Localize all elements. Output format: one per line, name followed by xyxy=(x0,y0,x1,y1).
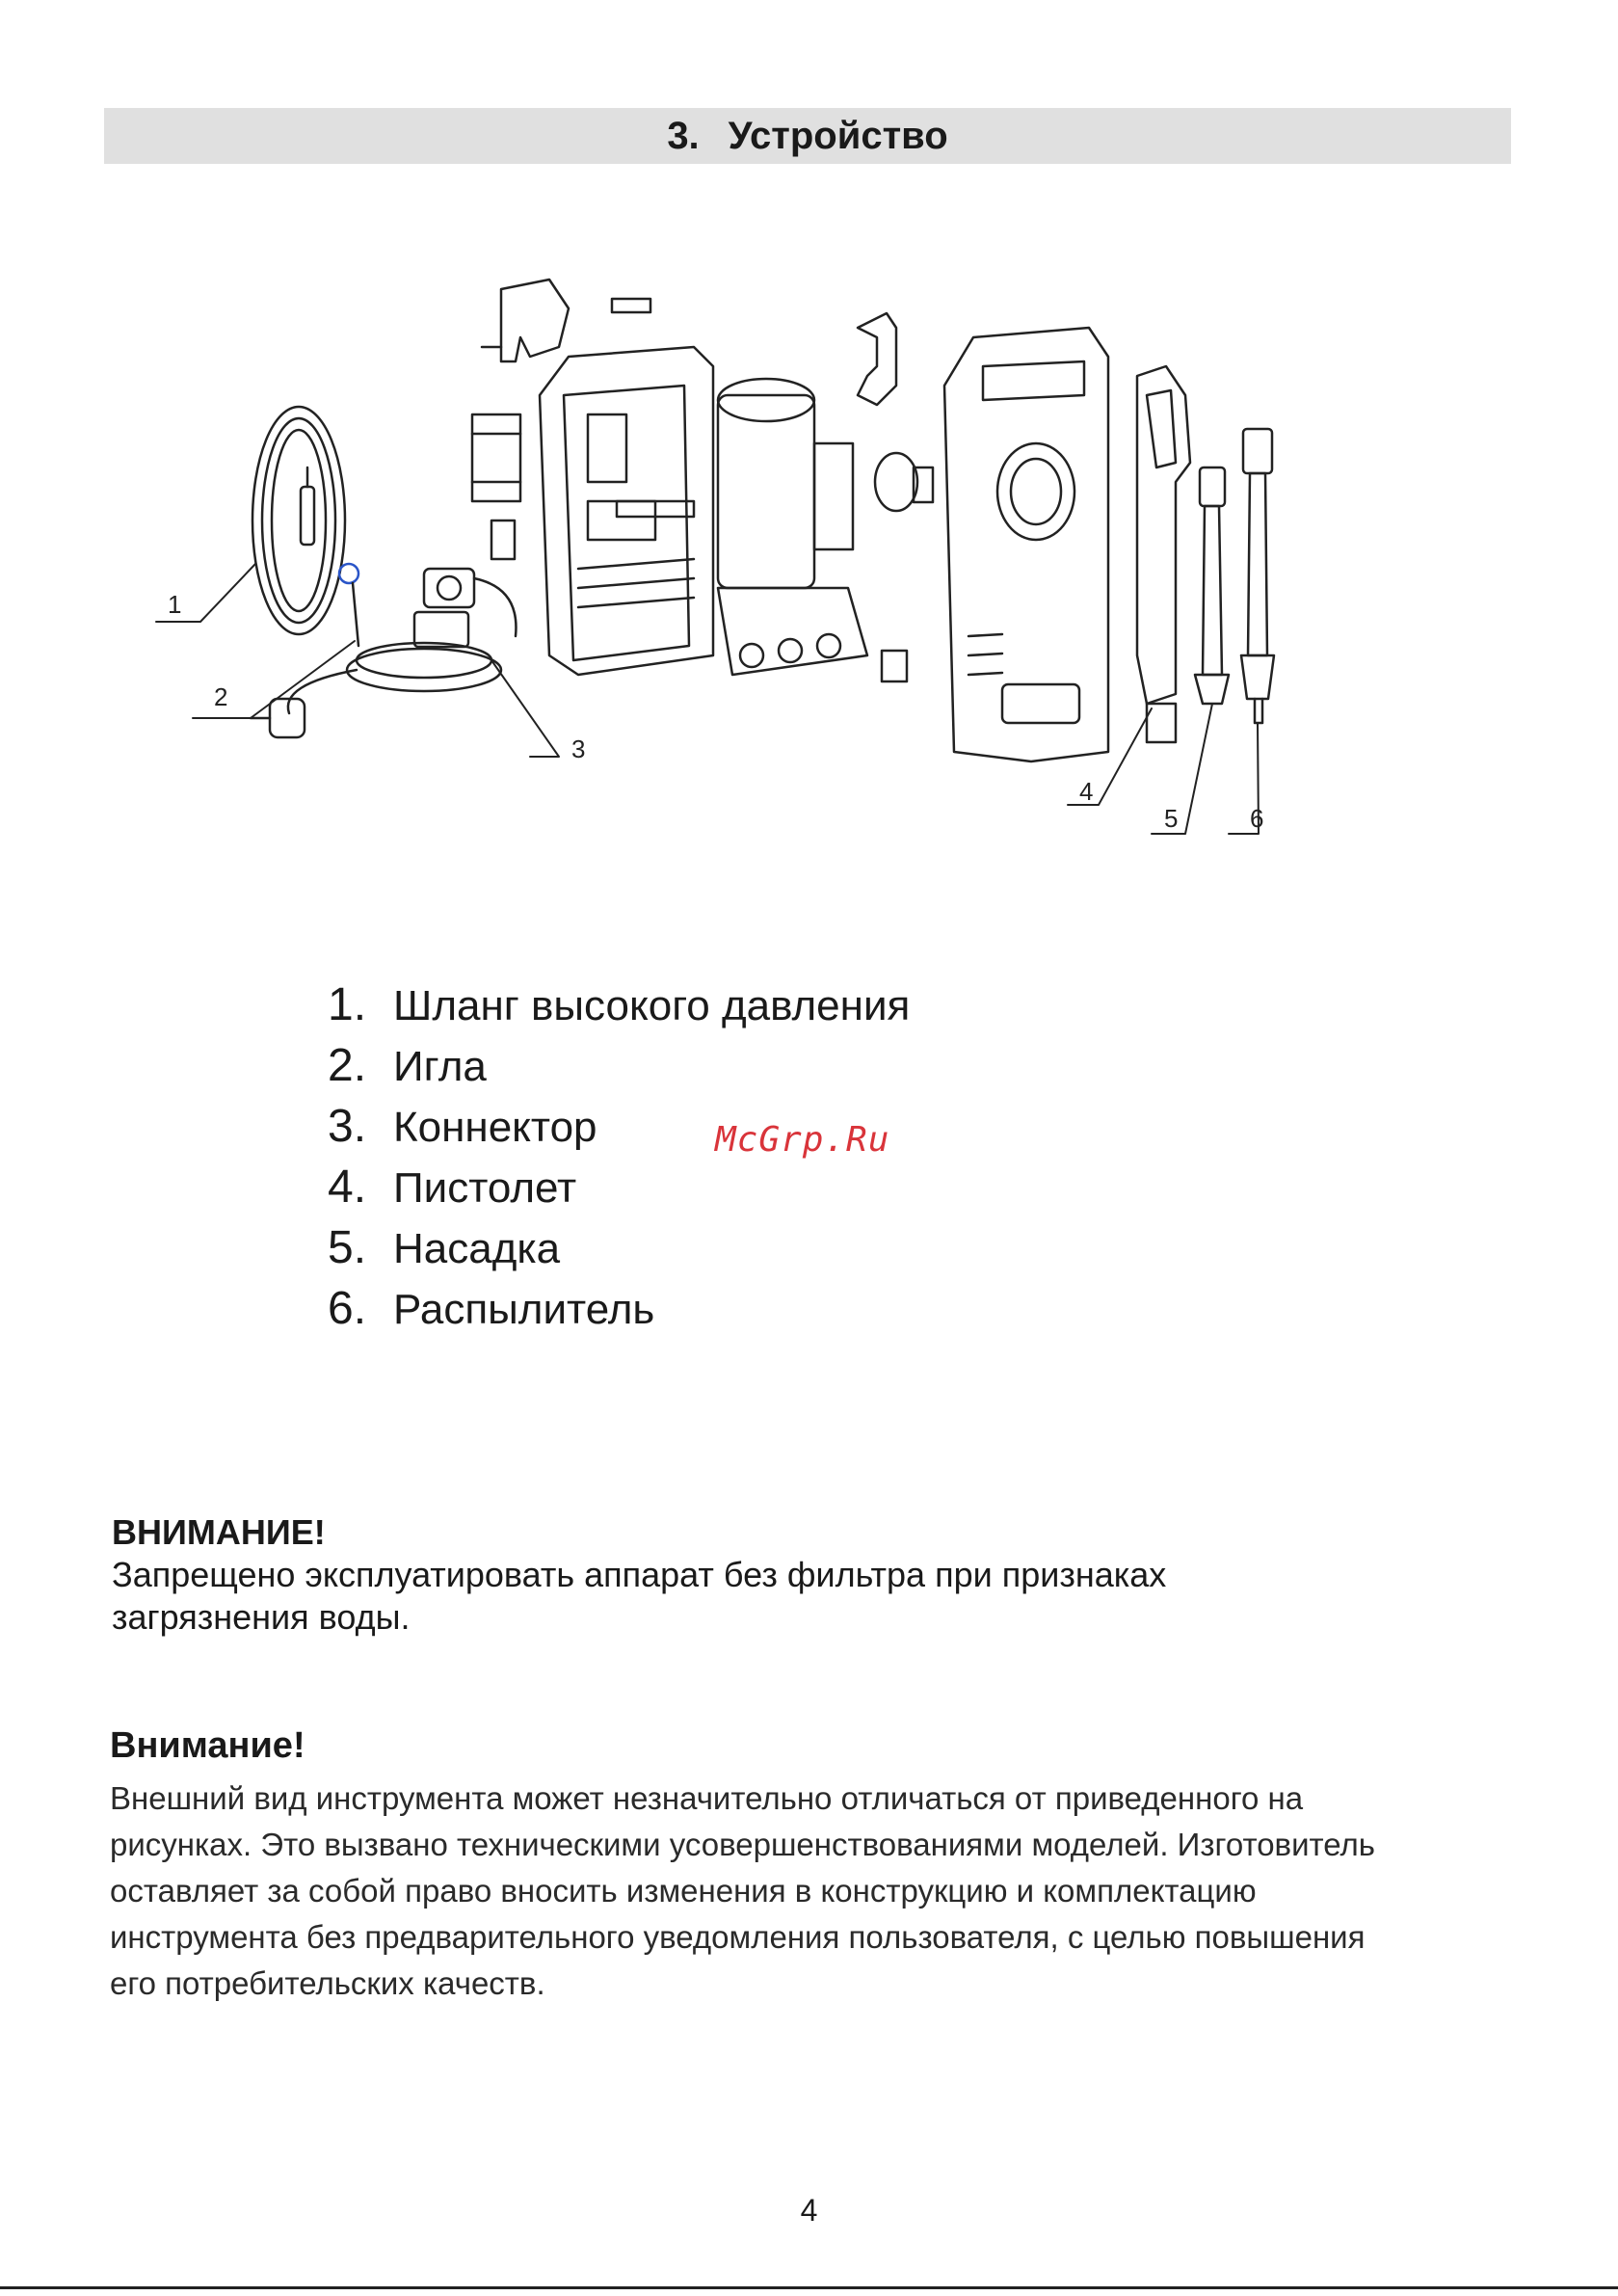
callout-3: 3 xyxy=(571,734,586,763)
section-title: Устройство xyxy=(728,115,948,157)
warning-line: оставляет за собой право вносить изменения в конструкцию и комплектацию xyxy=(110,1873,1257,1909)
lance-drawing xyxy=(1241,429,1274,723)
warning-block-appearance xyxy=(110,1722,1517,2007)
warning-line: загрязнения воды. xyxy=(112,1597,411,1637)
section-header xyxy=(104,108,1511,164)
front-cover-drawing xyxy=(944,328,1108,761)
warning-line: рисунках. Это вызвано техническими усовершенствованиями моделей. Изготовитель xyxy=(110,1827,1375,1862)
warning-title: ВНИМАНИЕ! xyxy=(112,1512,326,1552)
hook-bracket-drawing xyxy=(858,313,896,405)
motor-pump-drawing xyxy=(718,379,867,675)
housing-left-drawing xyxy=(540,347,713,675)
list-item: 4. Пистолет xyxy=(328,1161,577,1213)
callout-1: 1 xyxy=(168,590,182,619)
list-item: 2. Игла xyxy=(328,1040,487,1091)
filter-drawing xyxy=(472,414,520,559)
list-item: 5. Насадка xyxy=(328,1222,561,1273)
warning-title: Внимание! xyxy=(110,1725,305,1766)
warning-line: Внешний вид инструмента может незначительно отличаться от приведенного на xyxy=(110,1780,1304,1816)
list-item: 1. Шланг высокого давления xyxy=(328,979,911,1030)
needle-drawing xyxy=(339,564,358,646)
callout-4: 4 xyxy=(1079,777,1094,806)
exploded-view-diagram xyxy=(135,270,1330,868)
nozzle-drawing xyxy=(1195,467,1229,704)
handle-bracket-drawing xyxy=(482,280,569,361)
callout-2: 2 xyxy=(214,682,228,711)
hose-reel-drawing xyxy=(252,407,345,634)
list-item: 6. Распылитель xyxy=(328,1283,655,1334)
section-number: 3. xyxy=(667,115,700,157)
parts-list xyxy=(328,978,910,1343)
page-number: 4 xyxy=(800,2193,818,2228)
warning-block-filter xyxy=(112,1511,1461,1639)
label-plate-drawing xyxy=(612,299,650,312)
warning-line: его потребительских качеств. xyxy=(110,1965,545,2001)
list-item: 3. Коннектор xyxy=(328,1101,597,1152)
callout-5: 5 xyxy=(1164,804,1179,833)
callout-6: 6 xyxy=(1250,804,1264,833)
spray-gun-drawing xyxy=(1137,366,1190,742)
warning-line: Запрещено эксплуатировать аппарат без фильтра при признаках xyxy=(112,1555,1167,1594)
connector-drawing xyxy=(414,569,516,647)
inlet-knob-drawing xyxy=(875,453,933,681)
bottom-rule xyxy=(0,2286,1618,2289)
watermark: McGrp.Ru xyxy=(715,1120,890,1160)
warning-line: инструмента без предварительного уведомления пользователя, с целью повышения xyxy=(110,1919,1366,1955)
